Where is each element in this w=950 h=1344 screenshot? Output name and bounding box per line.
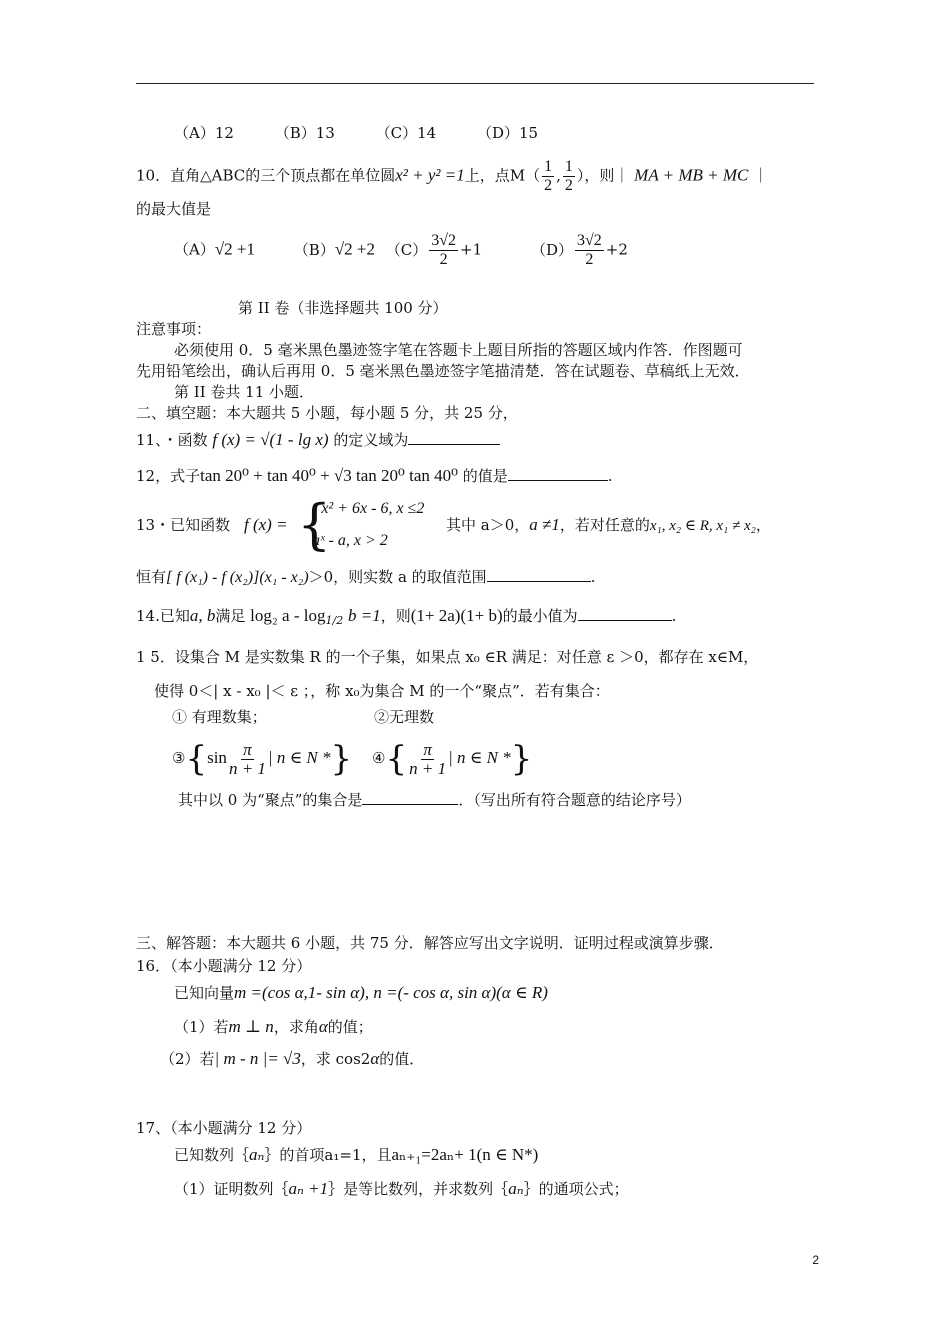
q10-mx-fraction: $\frac{1}{2}$ xyxy=(544,158,553,194)
q17-recurrence: aₙ₊₁=2aₙ+ 1(n ∈ N*) xyxy=(391,1145,539,1164)
q15-answer-blank[interactable] xyxy=(362,788,458,805)
q10-text-a: 10．直角△ABC的三个顶点都在单位圆 xyxy=(136,166,396,185)
q13-case1: - x² + 6x - 6, x ≤2 xyxy=(312,500,425,517)
notice-heading: 注意事项： xyxy=(136,320,212,338)
q14-log-expression: log₂ a - log xyxy=(250,606,326,625)
header-rule xyxy=(136,83,814,84)
q10-circle-equation: x² + y² =1 xyxy=(395,165,465,185)
q13-inequality: [ f (x₁) - f (x₂)](x₁ - x₂) xyxy=(166,569,309,586)
q15-item4-fraction: $\frac{\pi}{n + 1}$ xyxy=(409,739,447,778)
q12: 12，式子tan 20⁰ + tan 40⁰ + √3 tan 20⁰ tan 40⁰ 的值是 . xyxy=(136,466,613,485)
q13-intro: 13・已知函数 xyxy=(136,516,231,534)
q10-text-c: ），则｜ xyxy=(576,166,630,185)
q16-given: 已知向量m =(cos α,1- sin α), n =(- cos α, sin α)(α ∈ R) xyxy=(174,983,548,1002)
q17-heading: 17、（本小题满分 12 分） xyxy=(136,1119,312,1137)
q10-option-c-fraction: $\frac{3√2}{2}$ xyxy=(431,232,457,268)
q10-option-c-tail: +1 xyxy=(460,240,483,259)
q11: 11、・函数 f (x) = √(1 - lg x) 的定义域为 xyxy=(136,428,500,451)
q13-answer-blank[interactable] xyxy=(487,565,591,582)
q10-vector-sum: MA + MB + MC xyxy=(634,165,749,185)
q15-question: 其中以 0 为“聚点”的集合是 ．（写出所有符合题意的结论序号） xyxy=(178,788,691,811)
q14-log-base: 1/2 xyxy=(325,614,344,627)
q10-option-b: √2 +2 xyxy=(334,239,375,259)
q13-brace: { xyxy=(297,493,332,556)
q13-condition: 其中 a＞0，a ≠1，若对任意的x₁, x₂ ∈ R, x₁ ≠ x₂， xyxy=(446,515,771,534)
q15-item2: ②无理数 xyxy=(374,708,435,726)
q15-item1: ① 有理数集； xyxy=(172,708,267,726)
part3-heading: 三、解答题：本大题共 6 小题，共 75 分．解答应写出文字说明．证明过程或演算步骤． xyxy=(136,934,724,952)
q16-part2: （2）若| m - n |= √3，求 cos2α的值． xyxy=(160,1049,425,1068)
q13-variables: x₁, x₂ ∈ R, x₁ ≠ x₂ xyxy=(649,518,756,534)
page-number: 2 xyxy=(812,1253,819,1267)
q10-text-b: 上，点M（ xyxy=(464,166,541,185)
notice-line1: 必须使用 0．5 毫米黑色墨迹签字笔在答题卡上题目所指的答题区域内作答．作图题可 xyxy=(174,341,743,359)
q9-options xyxy=(174,122,574,144)
q11-answer-blank[interactable] xyxy=(408,428,500,445)
q15-line2: 使得 0＜| x - x₀ |＜ ε ；，称 x₀为集合 M 的一个“聚点”．若有集合： xyxy=(154,682,610,700)
q14-product: (1+ 2a)(1+ b) xyxy=(410,606,503,625)
q15-line1: 1 5．设集合 M 是实数集 R 的一个子集，如果点 x₀ ∈R 满足：对任意 ε ＞0，都存在 x∈M， xyxy=(136,648,759,666)
q12-expression: tan 20⁰ + tan 40⁰ + √3 tan 20⁰ tan 40⁰ xyxy=(200,466,458,485)
q10-options: （A）√2 +1 （B）√2 +2 （C） $\frac{3√2}{2}$ +1 （D） $\frac{3√2}{2}$ +2 xyxy=(174,232,628,268)
q14-answer-blank[interactable] xyxy=(578,604,672,621)
q15-item3: ③{sin $\frac{\pi}{n + 1}$ | n ∈ N *} xyxy=(172,739,353,779)
q10-option-a: √2 +1 xyxy=(214,239,256,259)
q15-item3-fraction: $\frac{\pi}{n + 1}$ xyxy=(228,739,266,778)
q10-option-d-tail: +2 xyxy=(605,240,628,259)
q12-answer-blank[interactable] xyxy=(508,464,608,481)
q10-my-fraction: $\frac{1}{2}$ xyxy=(564,158,573,194)
q10-option-d-fraction: $\frac{3√2}{2}$ xyxy=(576,232,602,268)
q16-part1: （1）若m ⊥ n，求角α的值； xyxy=(174,1017,373,1036)
q10-stem: 10．直角△ABC的三个顶点都在单位圆x² + y² =1上，点M（ $\frac{1}{2}$ , $\frac{1}{2}$ ），则｜ MA + MB + MC ｜ xyxy=(136,158,769,194)
notice-line2: 先用铅笔绘出，确认后再用 0．5 毫米黑色墨迹签字笔描清楚．答在试题卷、草稿纸上无效． xyxy=(136,362,750,380)
q10-stem-line2: 的最大值是 xyxy=(136,200,212,218)
q13-line2: 恒有[ f (x₁) - f (x₂)](x₁ - x₂)＞0，则实数 a 的取值范围 . xyxy=(136,565,595,589)
q17-part1: （1）证明数列｛aₙ +1｝是等比数列，并求数列｛aₙ｝的通项公式； xyxy=(174,1179,629,1198)
q16-heading: 16．（本小题满分 12 分） xyxy=(136,957,312,975)
q11-function: f (x) = √(1 - lg x) xyxy=(212,430,329,449)
q10-text-d: ｜ xyxy=(753,166,769,185)
q16-vectors: m =(cos α,1- sin α), n =(- cos α, sin α)(α ∈ R) xyxy=(234,983,548,1002)
part2-heading: 二、填空题：本大题共 5 小题，每小题 5 分，共 25 分， xyxy=(136,404,518,422)
q9-option-d: （D）15 xyxy=(476,124,539,142)
notice-line3: 第 II 卷共 11 小题． xyxy=(174,383,315,401)
section2-title: 第 II 卷（非选择题共 100 分） xyxy=(238,299,448,317)
q9-option-b: （B）13 xyxy=(274,124,335,142)
q14: 14.已知a, b满足 log₂ $a - \log_{1/2} b =1$，则(1+ 2a)(1+ b)的最小值为 . xyxy=(136,606,677,627)
q9-option-a: （A）12 xyxy=(174,124,234,142)
q15-item4: ④{ $\frac{\pi}{n + 1}$ | n ∈ N *} xyxy=(372,739,533,779)
q17-given: 已知数列｛aₙ｝的首项a₁=1，且aₙ₊₁=2aₙ+ 1(n ∈ N*) xyxy=(174,1145,539,1164)
q9-option-c: （C）14 xyxy=(375,124,437,142)
q13-fx: f (x) = xyxy=(244,515,288,534)
q13-case2: aˣ - a, x > 2 xyxy=(312,532,388,549)
